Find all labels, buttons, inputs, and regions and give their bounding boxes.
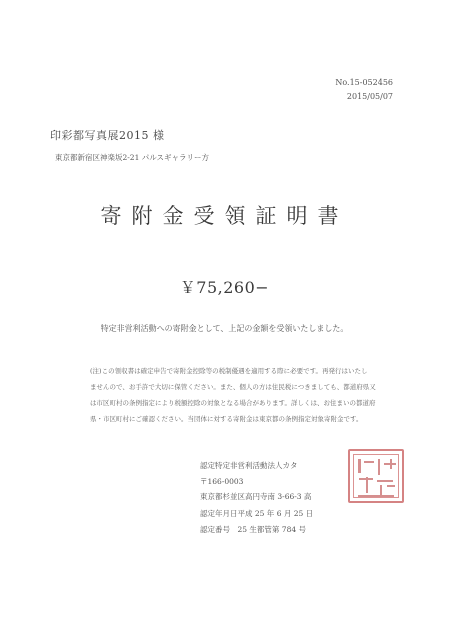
certification-date: 認定年月日平成 25 年 6 月 25 日 (200, 509, 314, 518)
issuer-postal-code: 〒166-0003 (200, 477, 244, 486)
certification-number: 認定番号 25 生都管第 784 号 (200, 525, 307, 534)
seal-glyph (380, 485, 382, 495)
note-line: ませんので、お手許で大切に保管ください。また、個人の方は住民税につきましても、都道府県又 (90, 383, 376, 391)
recipient-address: 東京都新宿区神楽坂2-21 パルスギャラリー方 (55, 153, 210, 162)
issuer-address: 東京都杉並区高円寺南 3-66-3 高 (200, 492, 312, 501)
document-date: 2015/05/07 (346, 92, 393, 101)
seal-glyph (378, 459, 380, 475)
receipt-statement: 特定非営利活動への寄附金として、上記の金額を受領いたしました。 (100, 324, 349, 333)
document-number: No.15-052456 (335, 78, 393, 87)
document-title: 寄附金受領証明書 (100, 204, 349, 228)
seal-glyph (364, 461, 374, 463)
recipient-name: 印彩都写真展2015 様 (50, 129, 165, 142)
official-seal-stamp (348, 449, 404, 503)
note-line: (注)この領収書は確定申告で寄附金控除等の税制優遇を適用する際に必要です。再発行はいたし (90, 367, 368, 375)
note-line: 県・市区町村にご確認ください。当団体に対する寄附金は東京都の条例指定対象寄附金です。 (90, 415, 363, 423)
seal-glyph (366, 477, 368, 493)
seal-glyph (387, 485, 395, 487)
seal-glyph (390, 459, 392, 469)
donation-amount: ￥75,260− (179, 278, 270, 297)
issuer-organization: 認定特定非営利活動法人カタ (200, 461, 298, 470)
seal-glyph (358, 495, 394, 497)
note-line: は市区町村の条例指定により税額控除の対象となる場合があります。詳しくは、お住まいの都道府 (90, 399, 376, 407)
seal-glyph (358, 459, 361, 473)
seal-glyph (377, 480, 393, 482)
